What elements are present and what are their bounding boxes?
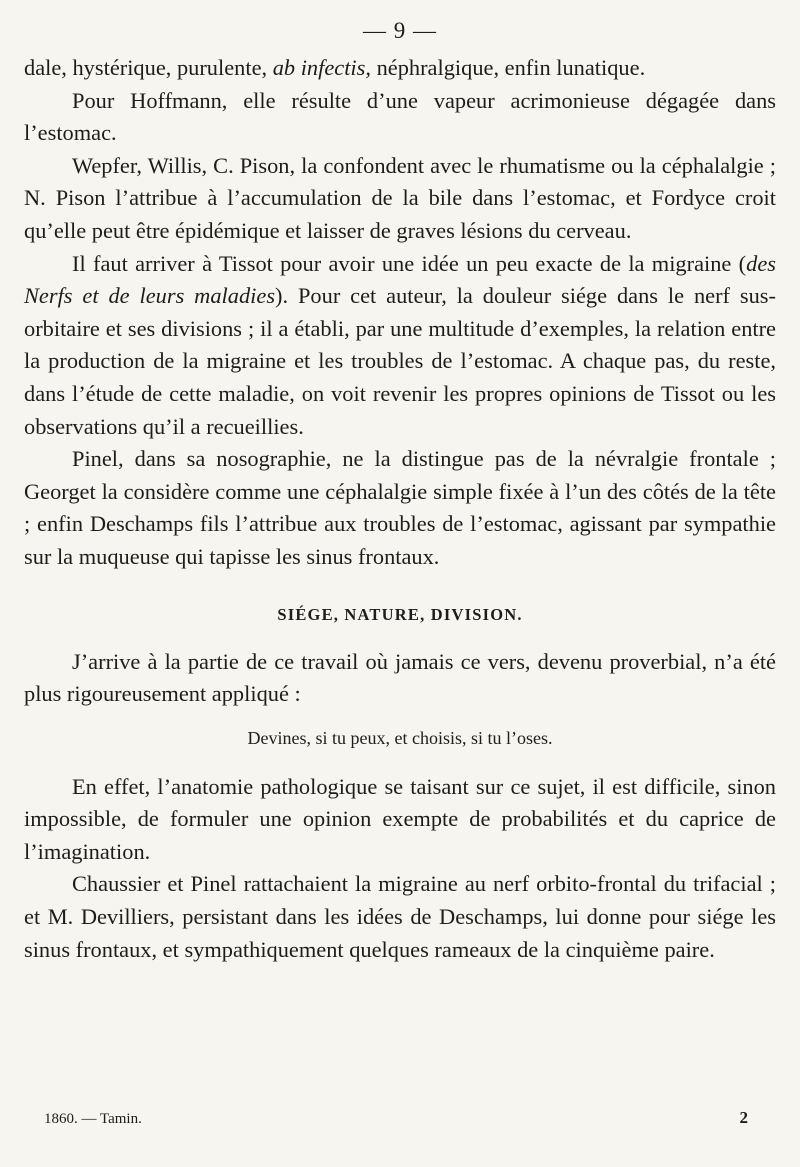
book-page [24, 14, 776, 1154]
paragraph-hoffmann: Pour Hoffmann, elle résulte d’une vapeur acrimonieuse dégagée dans l’estomac. [24, 87, 776, 146]
page-footer [44, 1108, 748, 1128]
page-number: — 9 — [363, 18, 437, 43]
paragraph-pinel: Pinel, dans sa nosographie, ne la distingue pas de la névralgie frontale ; Georget la considère comme une céphalalgie simple fixée à l’un des côtés de la tête ; enfin Deschamps fils l’attribue aux troubles de l’estomac, agissant par sympathie sur la muqueuse qui tapisse les sinus frontaux. [24, 446, 776, 569]
paragraph-chaussier: Chaussier et Pinel rattachaient la migraine au nerf orbito-frontal du trifacial ; et M. Devilliers, persistant dans les idées de Deschamps, lui donne pour siége les sinus frontaux, et sympathiquement quelques rameaux de la cinquième paire. [24, 871, 776, 962]
continued-line [24, 52, 776, 85]
signature-mark: 2 [739, 1108, 748, 1127]
section-heading: SIÉGE, NATURE, DIVISION. [277, 604, 523, 624]
tissot-text-end: ). Pour cet auteur, la douleur siége dans le nerf sus-orbitaire et ses divisions ; il a établi, par une multitude d’exemples, la relation entre la production de la migraine et les troubles de l’estomac. A chaque pas, du reste, dans l’étude de cette maladie, on voit revenir les propres opinions de Tissot ou les observations qu’il a recueillies. [24, 283, 776, 439]
paragraph-tissot [24, 248, 776, 444]
paragraph-anatomie: En effet, l’anatomie pathologique se taisant sur ce sujet, il est difficile, sinon impossible, de formuler une opinion exempte de probabilités et du caprice de l’imagination. [24, 773, 776, 864]
printer-imprint: 1860. — Tamin. [44, 1111, 142, 1127]
continued-line-end: néphralgique, enfin lunatique. [370, 55, 646, 80]
verse-quote: Devines, si tu peux, et choisis, si tu l’oses. [247, 727, 553, 748]
tissot-book-title: des Nerfs et de leurs maladies [24, 250, 776, 309]
paragraph-wepfer: Wepfer, Willis, C. Pison, la confondent avec le rhumatisme ou la céphalalgie ; N. Pison l’attribue à l’accumulation de la bile dans l’estomac, et Fordyce croit qu’elle peut être épidémique et laisser de graves lésions du cerveau. [24, 152, 776, 243]
tissot-text-start: Il faut arriver à Tissot pour avoir une idée un peu exacte de la migraine ( [72, 250, 747, 276]
paragraph-section-intro: J’arrive à la partie de ce travail où jamais ce vers, devenu proverbial, n’a été plus rigoureusement appliqué : [24, 648, 776, 707]
continued-line-start: dale, hystérique, purulente, [24, 55, 273, 80]
continued-line-italic: ab infectis, [272, 55, 371, 80]
